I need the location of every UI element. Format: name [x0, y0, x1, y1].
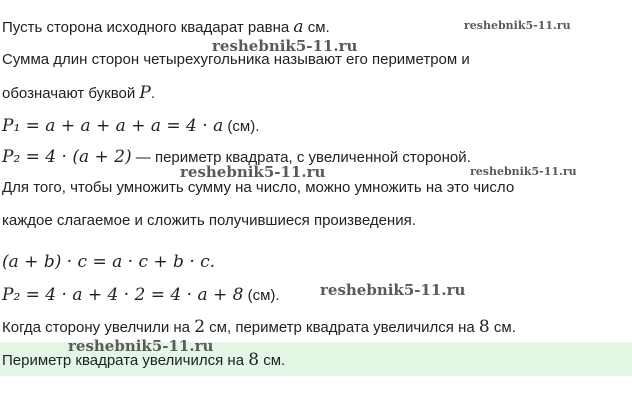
watermark: reshebnik5-11.ru: [464, 19, 571, 32]
formula-p2: P₂ = 4 · (a + 2) — периметр квадрата, с увеличенной стороной.: [2, 147, 471, 167]
watermark: reshebnik5-11.ru: [212, 37, 358, 55]
watermark: reshebnik5-11.ru: [180, 163, 326, 181]
line-side: Пусть сторона исходного квадарат равна a см.: [2, 17, 330, 37]
line-conclusion: Когда сторону увелчили на 2 см, периметр квадрата увеличился на 8 см.: [2, 317, 516, 337]
formula-p2-expanded: P₂ = 4 · a + 4 · 2 = 4 · a + 8 (см).: [2, 285, 280, 305]
formula-distributive: (a + b) · c = a · c + b · c.: [2, 252, 216, 272]
watermark: reshebnik5-11.ru: [470, 165, 577, 178]
watermark: reshebnik5-11.ru: [320, 281, 466, 299]
line-perimeter-definition: Сумма длин сторон четырехугольника называют его периметром и: [2, 51, 470, 68]
line-distributive-rule-1: Для того, чтобы умножить сумму на число, можно умножить на это число: [2, 179, 515, 196]
answer-text: Периметр квадрата увеличился на 8 см.: [2, 350, 286, 370]
line-perimeter-symbol: обозначают буквой P.: [2, 83, 156, 103]
line-distributive-rule-2: каждое слагаемое и сложить получившиеся произведения.: [2, 212, 416, 229]
watermark: reshebnik5-11.ru: [68, 337, 214, 355]
formula-p1: P₁ = a + a + a + a = 4 · a (см).: [2, 116, 260, 136]
